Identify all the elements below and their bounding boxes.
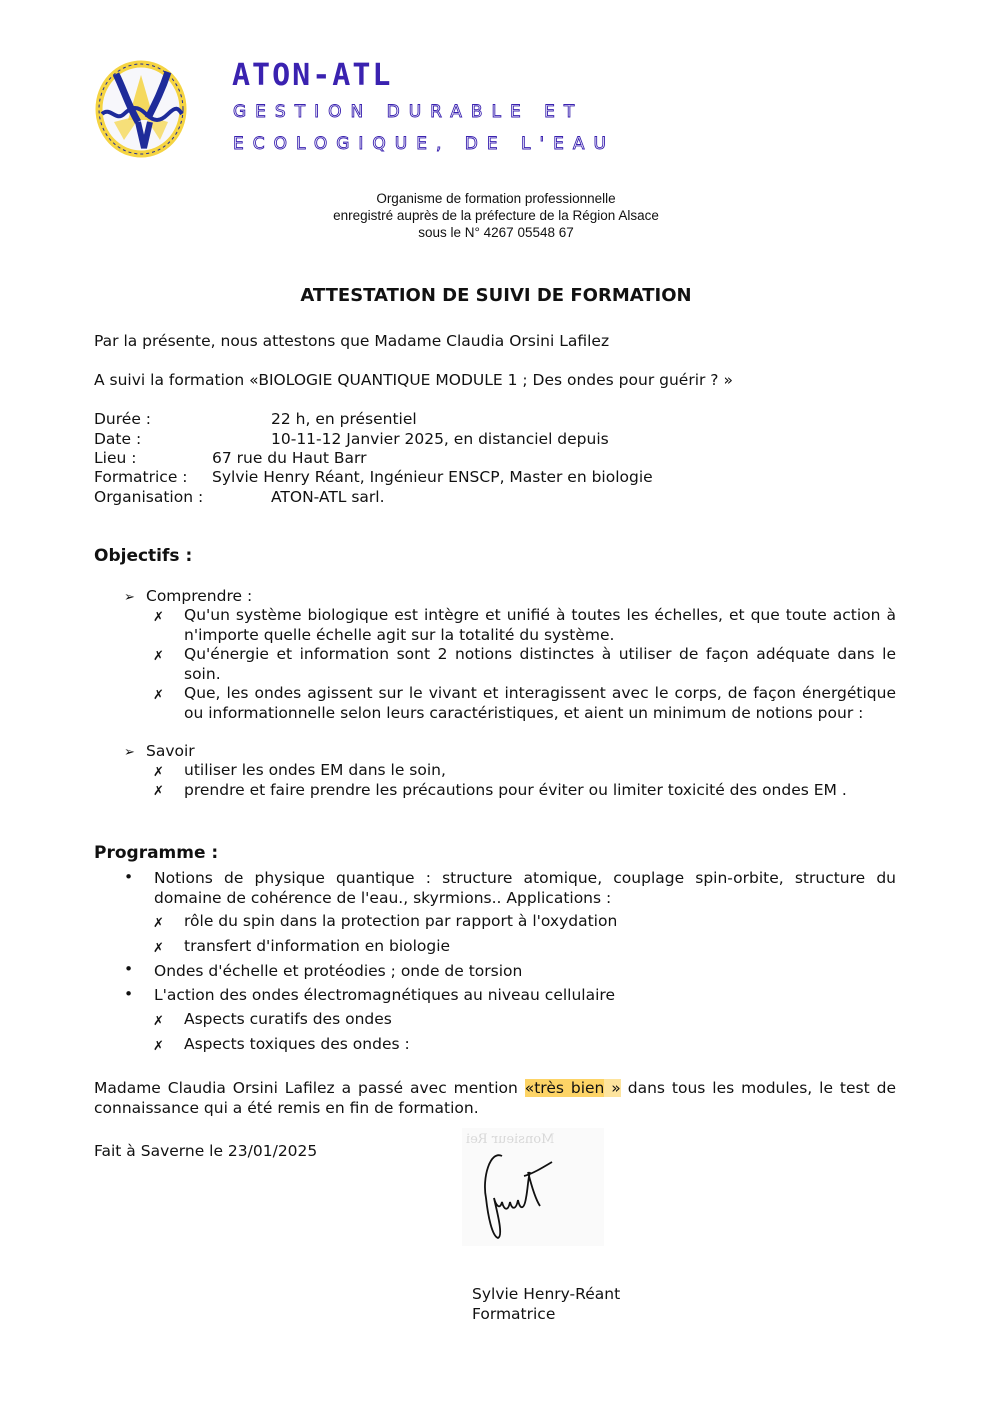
detail-label-duree: Durée : xyxy=(94,410,152,428)
objectif-group-comprendre: Comprendre : xyxy=(146,587,253,605)
detail-value-date: 10-11-12 Janvier 2025, en distanciel depuis xyxy=(271,430,609,448)
result-mention-open: « xyxy=(524,1079,535,1097)
org-line3: sous le N° 4267 05548 67 xyxy=(418,225,574,240)
signer-name: Sylvie Henry-Réant xyxy=(472,1285,621,1303)
place-date: Fait à Saverne le 23/01/2025 xyxy=(94,1142,318,1160)
result-mention: très bien xyxy=(534,1079,605,1097)
result-text-before: Madame Claudia Orsini Lafilez a passé avec mention xyxy=(94,1079,525,1097)
logo-emblem-icon xyxy=(94,60,188,158)
org-line1: Organisme de formation professionnelle xyxy=(376,191,616,206)
programme-item: Notions de physique quantique : structure atomique, couplage spin-orbite, structure du domaine de cohérence de l'eau., skyrmions.. Applications : xyxy=(154,869,896,907)
cross-bullet-icon: ✗ xyxy=(153,1014,164,1029)
stamp-text: Monsieur Rei xyxy=(466,1132,555,1147)
brand-name: ATON-ATL xyxy=(232,58,393,93)
logo xyxy=(94,60,188,158)
objectif-item: prendre et faire prendre les précautions pour éviter ou limiter toxicité des ondes EM . xyxy=(184,781,847,799)
detail-value-organisation: ATON-ATL sarl. xyxy=(271,488,385,506)
programme-subitem: Aspects toxiques des ondes : xyxy=(184,1035,410,1053)
document-title: ATTESTATION DE SUIVI DE FORMATION xyxy=(300,285,692,306)
intro-formation: A suivi la formation «BIOLOGIE QUANTIQUE MODULE 1 ; Des ondes pour guérir ? » xyxy=(94,371,733,389)
intro-attestation: Par la présente, nous attestons que Madame Claudia Orsini Lafilez xyxy=(94,332,610,350)
programme-subitem: rôle du spin dans la protection par rapport à l'oxydation xyxy=(184,912,618,930)
result-text-after: dans tous les modules, le test de connaissance qui a été remis en fin de formation. xyxy=(94,1079,896,1117)
handwritten-signature-icon xyxy=(462,1128,604,1246)
signature xyxy=(462,1128,604,1246)
programme-subitem: Aspects curatifs des ondes xyxy=(184,1010,392,1028)
org-line2: enregistré auprès de la préfecture de la Région Alsace xyxy=(333,208,659,223)
cross-bullet-icon: ✗ xyxy=(153,941,164,956)
cross-bullet-icon: ✗ xyxy=(153,1039,164,1054)
detail-label-lieu: Lieu : xyxy=(94,449,137,467)
detail-value-lieu: 67 rue du Haut Barr xyxy=(212,449,367,467)
signer-role: Formatrice xyxy=(472,1305,556,1323)
cross-bullet-icon: ✗ xyxy=(153,916,164,931)
result-paragraph xyxy=(94,1079,896,1118)
dot-bullet-icon: • xyxy=(124,960,134,978)
cross-bullet-icon: ✗ xyxy=(153,688,164,703)
dot-bullet-icon: • xyxy=(124,868,134,886)
objectifs-heading: Objectifs : xyxy=(94,546,193,566)
objectif-item: Qu'un système biologique est intègre et unifié à toutes les échelles, et que toute action à n'importe quelle échelle agit sur la totalité du système. xyxy=(184,606,896,644)
detail-label-formatrice: Formatrice : xyxy=(94,468,188,486)
dot-bullet-icon: • xyxy=(124,985,134,1003)
arrow-bullet-icon: ➢ xyxy=(124,590,135,605)
cross-bullet-icon: ✗ xyxy=(153,649,164,664)
brand-tagline-line1: GESTION DURABLE ET xyxy=(233,102,584,122)
brand-tagline-line2: ECOLOGIQUE, DE L'EAU xyxy=(233,134,615,154)
result-mention-close: » xyxy=(604,1079,621,1097)
objectif-item: Que, les ondes agissent sur le vivant et interagissent avec le corps, de façon énergétique ou informationnelle selon leurs caractéristiques, et aient un minimum de notions pour : xyxy=(184,684,896,722)
objectif-group-savoir: Savoir xyxy=(146,742,195,760)
programme-heading: Programme : xyxy=(94,843,219,863)
detail-value-formatrice: Sylvie Henry Réant, Ingénieur ENSCP, Master en biologie xyxy=(212,468,653,486)
cross-bullet-icon: ✗ xyxy=(153,765,164,780)
programme-item: Ondes d'échelle et protéodies ; onde de torsion xyxy=(154,962,523,980)
objectif-item: Qu'énergie et information sont 2 notions distinctes à utiliser de façon adéquate dans le soin. xyxy=(184,645,896,683)
cross-bullet-icon: ✗ xyxy=(153,610,164,625)
detail-label-organisation: Organisation : xyxy=(94,488,204,506)
objectif-item: utiliser les ondes EM dans le soin, xyxy=(184,761,446,779)
detail-value-duree: 22 h, en présentiel xyxy=(271,410,417,428)
cross-bullet-icon: ✗ xyxy=(153,784,164,799)
programme-item: L'action des ondes électromagnétiques au niveau cellulaire xyxy=(154,986,615,1004)
arrow-bullet-icon: ➢ xyxy=(124,745,135,760)
detail-label-date: Date : xyxy=(94,430,142,448)
programme-subitem: transfert d'information en biologie xyxy=(184,937,451,955)
